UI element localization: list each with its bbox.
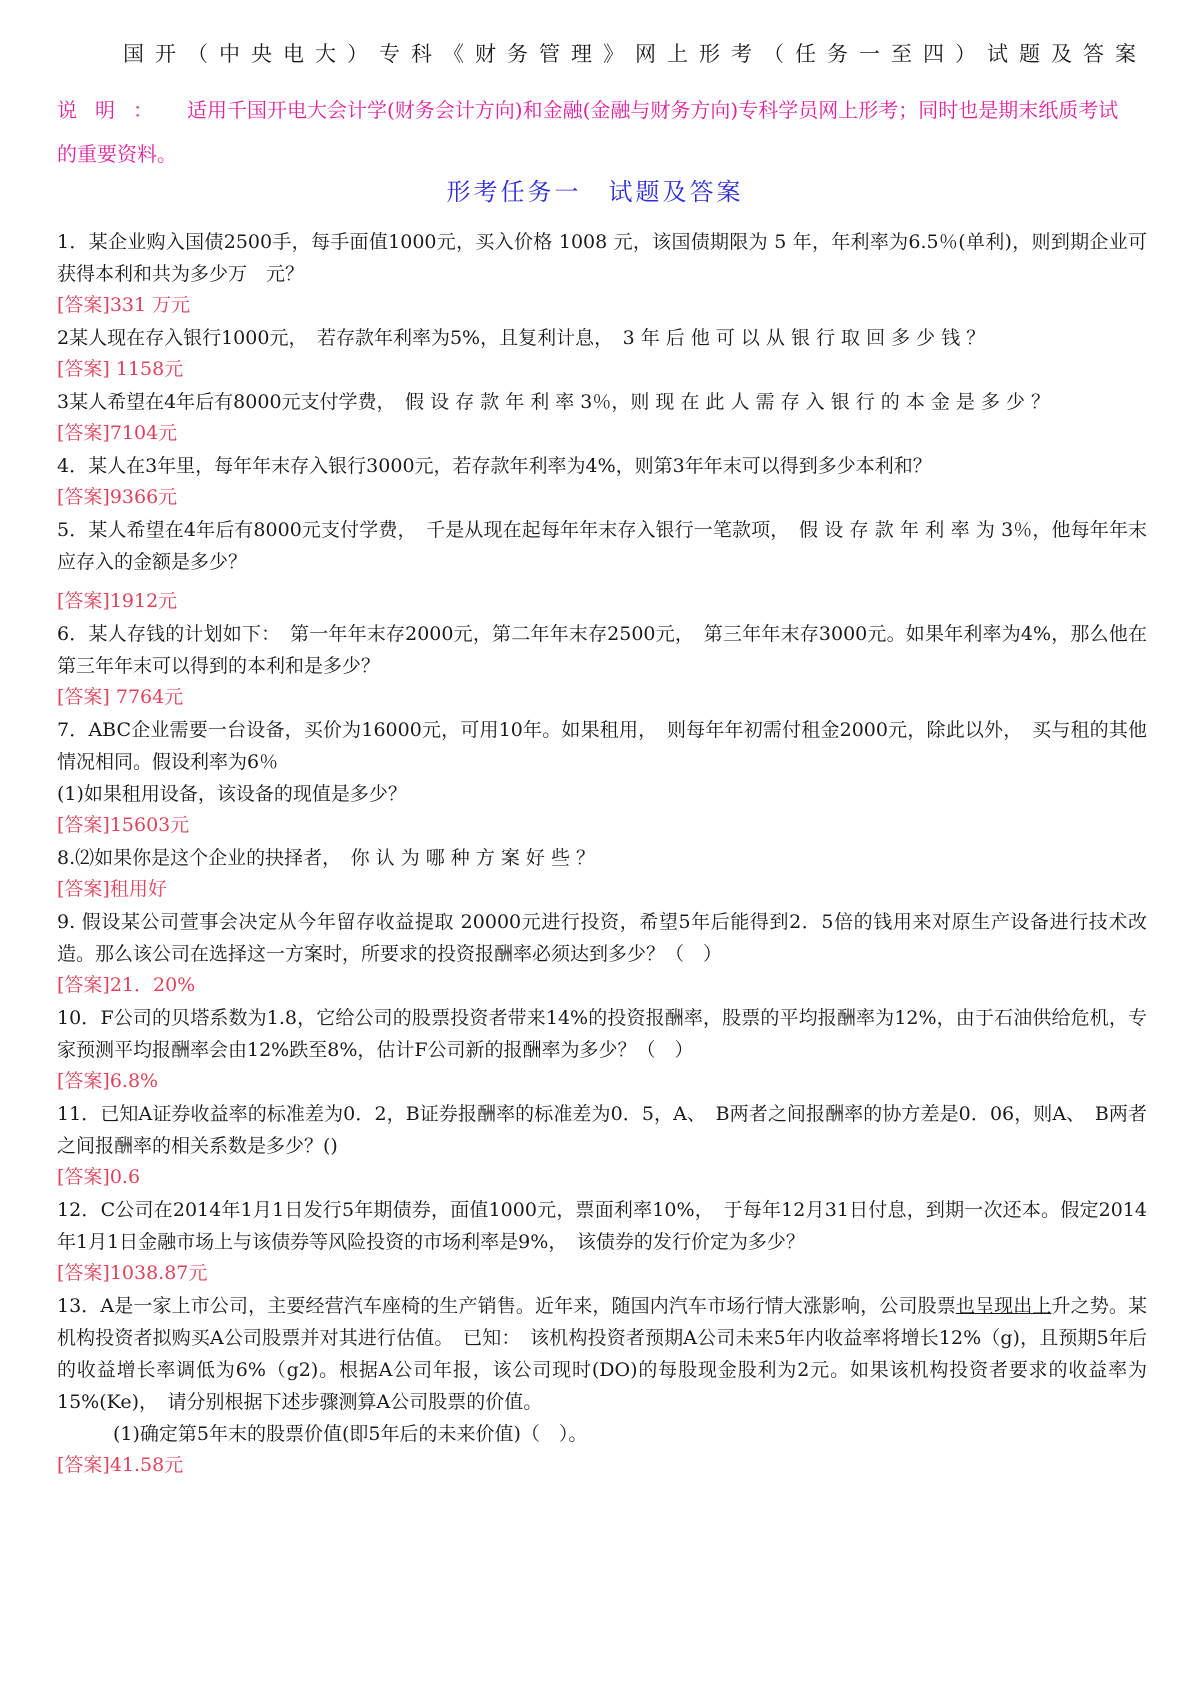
answer-9: [答案]21．20% bbox=[57, 974, 196, 996]
question-4: 4．某人在3年里，每年年末存入银行3000元，若存款年利率为4%，则第3年年末可以得到多少本利和？ bbox=[57, 455, 932, 477]
question-3: 3某人希望在4年后有8000元支付学费， 假 设 存 款 年 利 率 3％，则 现 在 此 人 需 存 入 银 行 的 本 金 是 多 少 ？ bbox=[57, 391, 1051, 413]
question-7-part-1: (1)如果租用设备，该设备的现值是多少？ bbox=[57, 783, 407, 805]
answer-7: [答案]15603元 bbox=[57, 814, 190, 836]
answer-12: [答案]1038.87元 bbox=[57, 1262, 208, 1284]
answer-3: [答案]7104元 bbox=[57, 422, 178, 444]
instruction-note bbox=[57, 88, 1137, 176]
answer-13: [答案]41.58元 bbox=[57, 1454, 184, 1476]
document-title: 国开（中央电大）专科《财务管理》网上形考（任务一至四）试题及答案 bbox=[123, 42, 1147, 66]
question-12: 12．C公司在2014年1月1日发行5年期债券，面值1000元，票面利率10%， 于每年12月31日付息，到期一次还本。假定2014年1月1日金融市场上与该债券等风险投资的市场利率是9%， 该债券的发行价定为多少？ bbox=[57, 1199, 1147, 1253]
question-list bbox=[57, 226, 1167, 1482]
answer-8: [答案]租用好 bbox=[57, 878, 167, 900]
question-1: 1．某企业购入国债2500手，每手面值1000元，买入价格 1008 元，该国债期限为 5 年，年利率为6.5％(单利)，则到期企业可获得本利和共为多少万 元？ bbox=[57, 231, 1147, 285]
question-13-underlined-text: 也呈现出上 bbox=[955, 1295, 1052, 1317]
answer-10: [答案]6.8% bbox=[57, 1070, 159, 1092]
question-6: 6．某人存钱的计划如下： 第一年年末存2000元，第二年年末存2500元， 第三年年末存3000元。如果年利率为4%，那么他在第三年年末可以得到的本利和是多少？ bbox=[57, 623, 1147, 677]
answer-5: [答案]1912元 bbox=[57, 590, 178, 612]
question-9: 9. 假设某公司萱事会决定从今年留存收益提取 20000元进行投资，希望5年后能得到2．5倍的钱用来对原生产设备进行技术改造。那么该公司在选择这一方案时，所要求的投资报酬率必须达到多少？（ ） bbox=[57, 911, 1147, 965]
answer-6: [答案] 7764元 bbox=[57, 686, 184, 708]
question-13-part-1: (1)确定第5年末的股票价值(即5年后的未来价值)（ ）。 bbox=[113, 1423, 588, 1445]
answer-11: [答案]0.6 bbox=[57, 1166, 141, 1188]
note-label: 说明： bbox=[57, 98, 171, 122]
question-7: 7．ABC企业需要一台设备，买价为16000元，可用10年。如果租用， 则每年年初需付租金2000元，除此以外， 买与租的其他情况相同。假设利率为6％ bbox=[57, 719, 1147, 773]
question-13 bbox=[57, 1290, 1167, 1418]
answer-4: [答案]9366元 bbox=[57, 486, 178, 508]
answer-1: [答案]331 万元 bbox=[57, 294, 191, 316]
question-8: 8.⑵如果你是这个企业的抉择者， 你 认 为 哪 种 方 案 好 些 ？ bbox=[57, 847, 595, 869]
question-11: 11．已知A证券收益率的标准差为0．2，B证券报酬率的标准差为0．5，A、 B两者之间报酬率的协方差是0．06，则A、 B两者之间报酬率的相关系数是多少？() bbox=[57, 1103, 1147, 1157]
question-5: 5．某人希望在4年后有8000元支付学费， 千是从现在起每年年末存入银行一笔款项， 假 设 存 款 年 利 率 为 3％，他每年年末应存入的金额是多少？ bbox=[57, 519, 1147, 573]
note-text: 适用千国开电大会计学(财务会计方向)和金融(金融与财务方向)专科学员网上形考；同时也是期末纸质考试的重要资料。 bbox=[57, 98, 1119, 166]
question-2: 2某人现在存入银行1000元， 若存款年利率为5%，且复利计息， 3 年 后 他 可 以 从 银 行 取 回 多 少 钱 ？ bbox=[57, 327, 986, 349]
question-13-text-end: 升之势。某机构投资者拟购买A公司股票并对其进行估值。 已知： 该机构投资者预期A公司未来5年内收益率将增长12%（g)，且预期5年后的收益增长率调低为6%（g2)。根据A公司年报，该公司现时(DO)的每股现金股利为2元。如果该机构投资者要求的收益率为 15%(Ke)， 请分别根据下述步骤测算A公司股票的价值。 bbox=[57, 1295, 1167, 1413]
question-10: 10．F公司的贝塔系数为1.8，它给公司的股票投资者带来14%的投资报酬率，股票的平均报酬率为12%，由于石油供给危机，专家预测平均报酬率会由12%跌至8%，估计F公司新的报酬率为多少？（ ） bbox=[57, 1007, 1147, 1061]
question-13-text-start: 13．A是一家上市公司，主要经营汽车座椅的生产销售。近年来，随国内汽车市场行情大涨影响，公司股票 bbox=[57, 1295, 956, 1317]
section-title: 形考任务一 试题及答案 bbox=[446, 178, 744, 206]
answer-2: [答案] 1158元 bbox=[57, 358, 184, 380]
